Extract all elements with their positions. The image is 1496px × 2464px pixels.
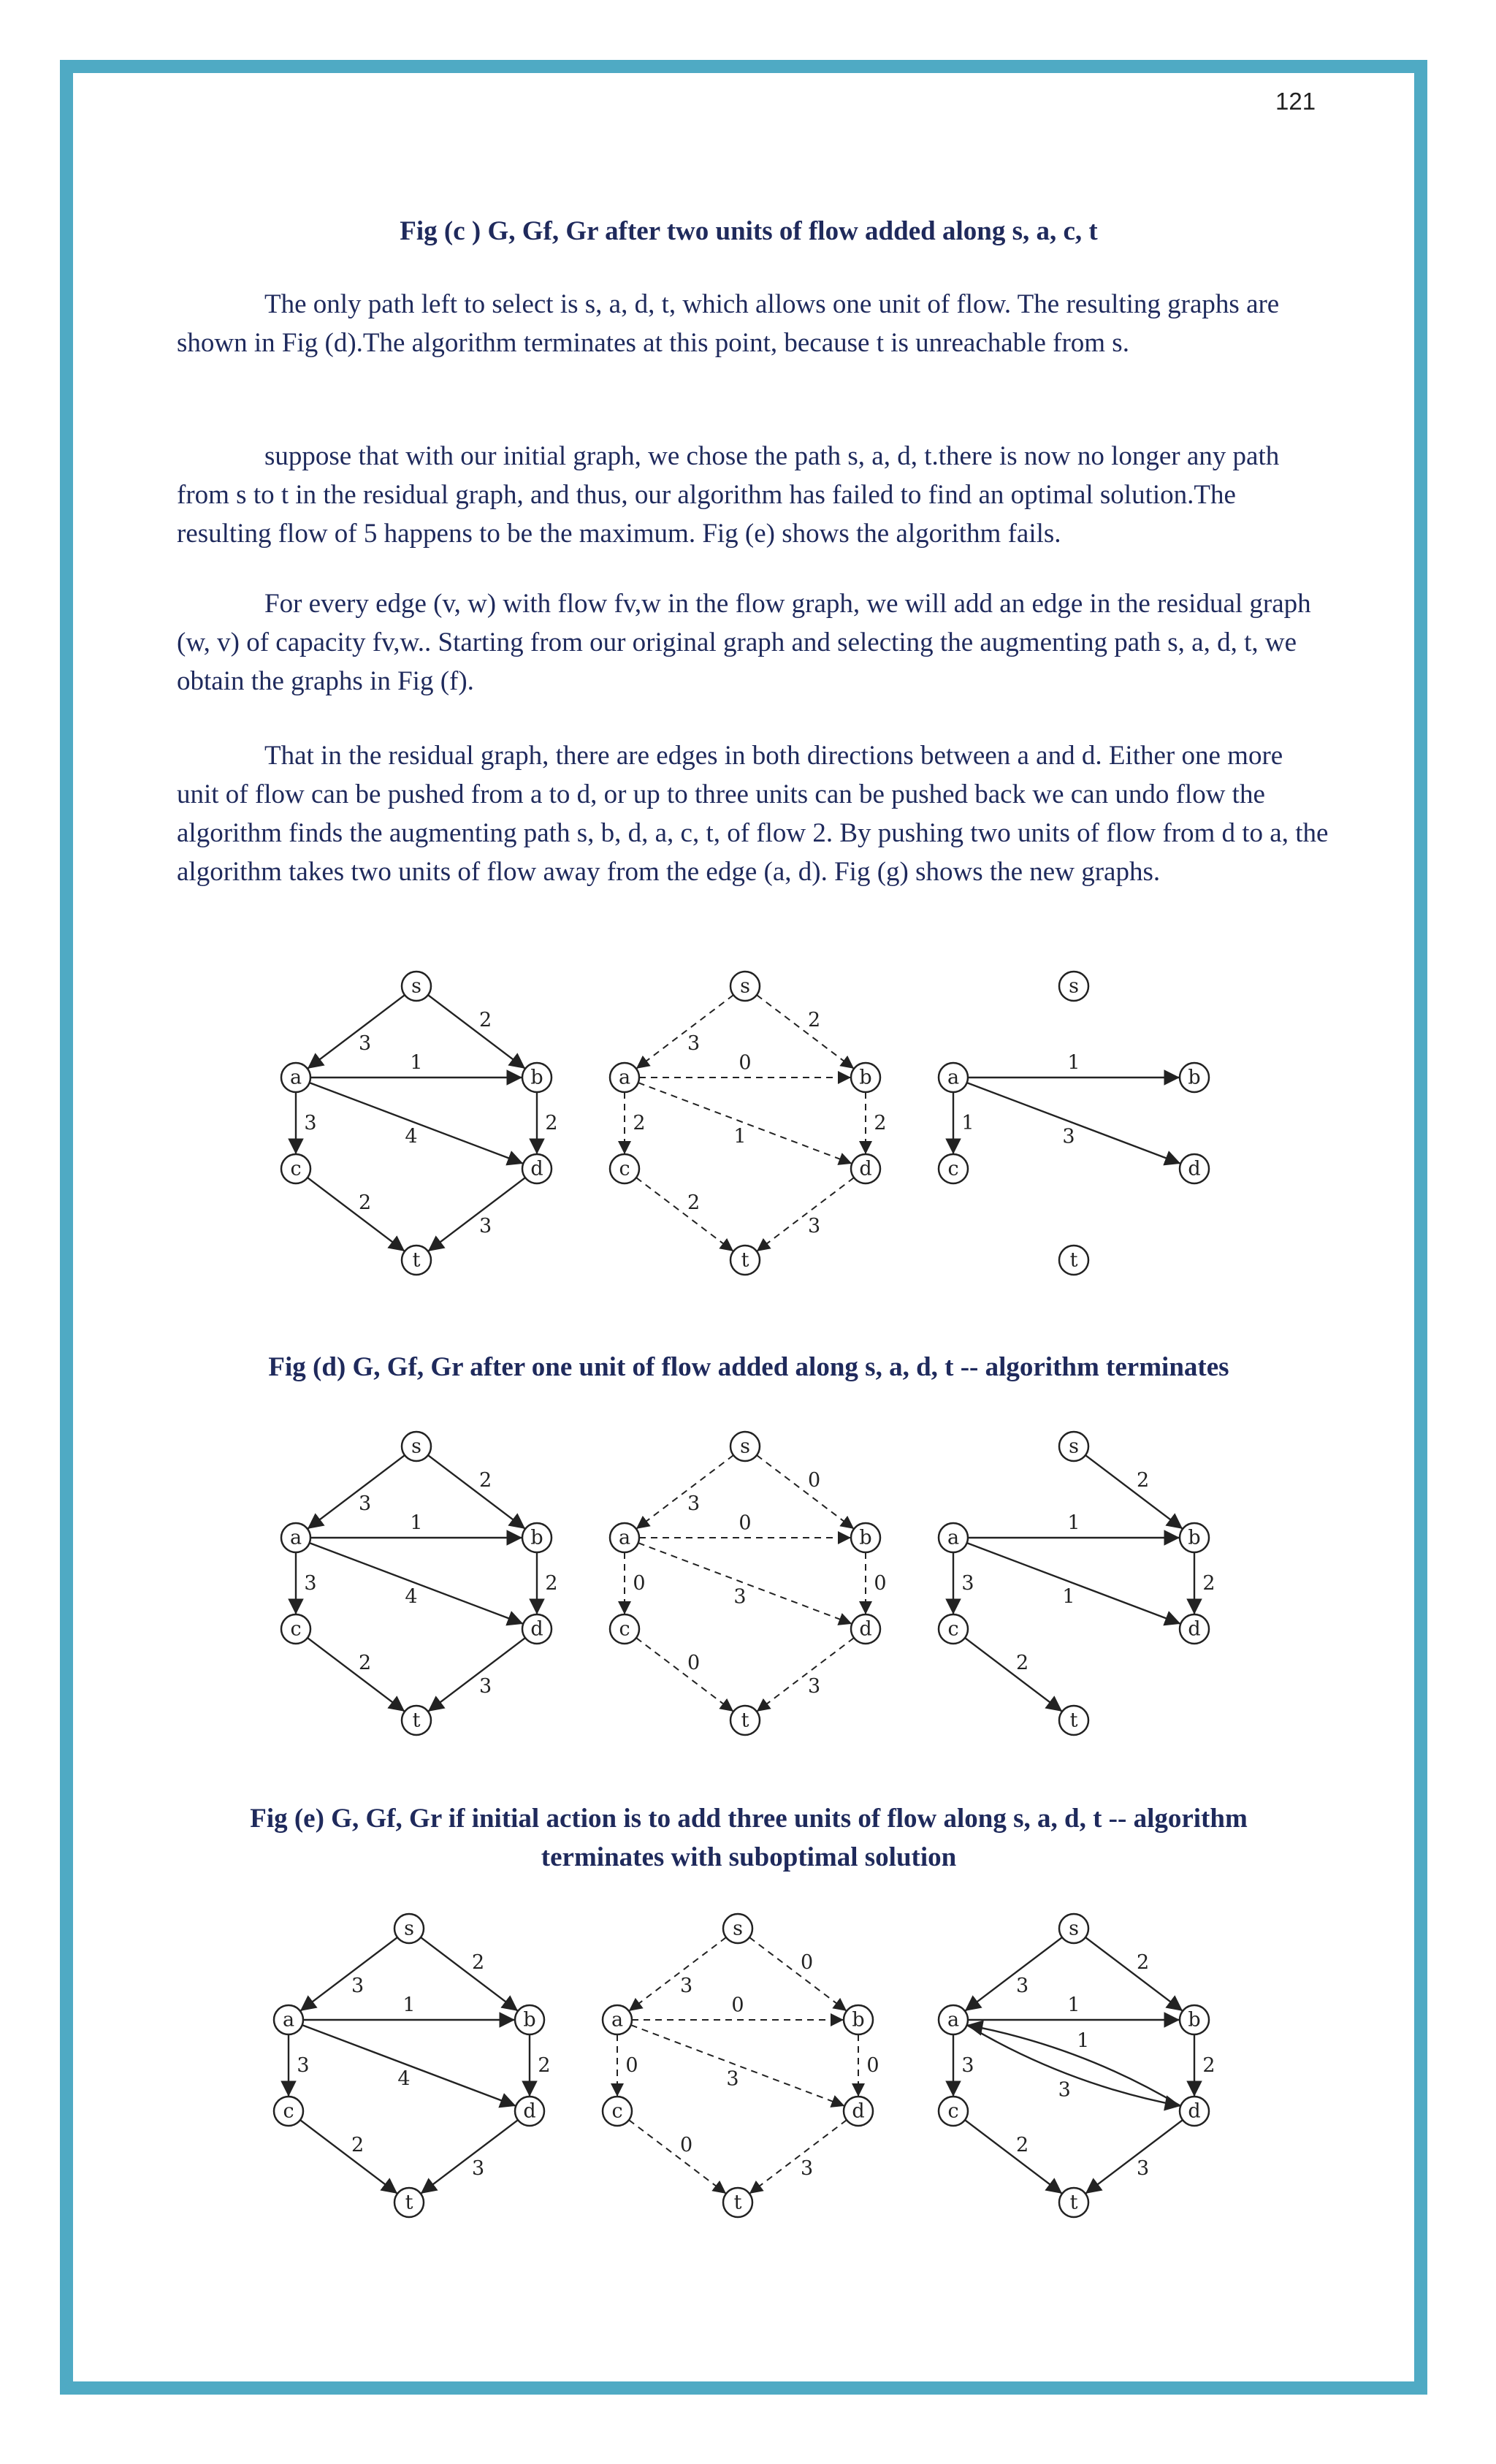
edge-label-s-a: 3 — [358, 1031, 372, 1055]
node-d — [844, 2097, 873, 2126]
graph-e-g — [256, 1424, 577, 1746]
graph-svg — [577, 1907, 898, 2228]
edge-label-a-d: 4 — [397, 2067, 411, 2091]
node-d — [1180, 1154, 1209, 1183]
edge-a-d — [638, 1083, 852, 1164]
edge-label-b-d: 2 — [545, 1112, 558, 1134]
edge-c-t — [636, 1178, 733, 1251]
node-c — [274, 2097, 303, 2126]
node-s — [730, 972, 760, 1001]
graph-f-gf — [577, 1907, 898, 2228]
fig-d-caption: Fig (d) G, Gf, Gr after one unit of flow added along s, a, d, t -- algorithm terminates — [268, 1352, 1229, 1382]
node-a — [274, 2005, 303, 2034]
edge-label-a-b: 0 — [731, 1994, 744, 2017]
node-label-c: c — [283, 2099, 294, 2123]
node-label-c: c — [947, 1617, 959, 1641]
edge-label-a-d: 3 — [1062, 1125, 1075, 1148]
edge-label-c-t: 2 — [1015, 2134, 1029, 2157]
node-label-t: t — [741, 1248, 749, 1272]
node-label-s: s — [404, 1917, 414, 1940]
graph-d-g — [256, 964, 577, 1286]
graph-svg — [584, 1424, 906, 1746]
node-label-a: a — [618, 1526, 631, 1549]
edge-c-t — [965, 2120, 1062, 2194]
edge-label-s-b: 0 — [800, 1951, 814, 1975]
edge-label-a-c: 3 — [961, 2054, 974, 2077]
edge-label-a-b: 1 — [410, 1051, 423, 1075]
edge-label-s-b: 2 — [478, 1009, 492, 1032]
node-s — [1059, 1914, 1088, 1943]
node-label-d: d — [1188, 1617, 1201, 1641]
edge-label-b-d: 2 — [874, 1112, 887, 1134]
edge-label-d-t: 3 — [800, 2156, 814, 2180]
edge-a-d — [302, 2025, 516, 2106]
fig-e-caption-line2: terminates with suboptimal solution — [541, 1842, 957, 1872]
node-d — [522, 1614, 552, 1644]
node-t — [1059, 1246, 1088, 1275]
node-t — [394, 2188, 424, 2217]
edge-label-a-c: 3 — [961, 1572, 974, 1595]
paragraph-3: For every edge (v, w) with flow fv,w in the flow graph, we will add an edge in the residual graph (w, v) of capacity fv,w.. Starting from our original graph and selecting the augmenting path s, a, d, t, we obtain the graphs in Fig (f). — [177, 589, 1311, 696]
edge-label-s-a: 3 — [687, 1492, 701, 1515]
node-b — [844, 2005, 873, 2034]
edge-label-c-t: 2 — [351, 2134, 365, 2157]
edge-c-t — [629, 2120, 726, 2194]
node-label-b: b — [859, 1526, 872, 1549]
edge-label-s-b: 2 — [1136, 1951, 1150, 1975]
node-c — [939, 2097, 968, 2126]
graph-e-gf — [584, 1424, 906, 1746]
node-label-b: b — [852, 2008, 865, 2032]
edge-c-t — [308, 1638, 405, 1712]
node-label-b: b — [1188, 1526, 1201, 1549]
edge-label-a-c: 1 — [961, 1112, 974, 1134]
paragraph-4: That in the residual graph, there are edges in both directions between a and d. Either one more unit of flow can be pushed from a to d, or up to three units can be pushed back we can undo flow the algorithm finds the augmenting path s, b, d, a, c, t, of flow 2. By pushing two units of flow from d to a, the algorithm takes two units of flow away from the edge (a, d). Fig (g) shows the new graphs. — [177, 741, 1329, 887]
edge-label-d-t: 3 — [478, 1214, 492, 1237]
edge-label-s-a: 3 — [358, 1492, 372, 1515]
edge-a-d — [638, 1543, 852, 1624]
node-label-c: c — [290, 1157, 302, 1180]
node-c — [939, 1154, 968, 1183]
edge-s-b — [1085, 1937, 1183, 2011]
node-b — [1180, 2005, 1209, 2034]
node-s — [723, 1914, 752, 1943]
edge-label-s-b: 2 — [471, 1951, 485, 1975]
node-b — [851, 1063, 880, 1092]
node-label-s: s — [740, 974, 750, 998]
graph-svg — [913, 964, 1234, 1286]
edge-label-c-t: 2 — [358, 1191, 372, 1215]
graph-svg — [584, 964, 906, 1286]
graph-e-gr — [913, 1424, 1234, 1746]
node-c — [610, 1154, 639, 1183]
edge-label-d-a: 1 — [1077, 2029, 1090, 2053]
edge-label-s-a: 3 — [351, 1974, 365, 1997]
edge-label-a-d: 4 — [405, 1125, 418, 1148]
node-label-c: c — [947, 2099, 959, 2123]
edge-label-a-c: 2 — [633, 1112, 646, 1134]
edge-s-a — [308, 995, 405, 1069]
edge-label-s-b: 0 — [807, 1469, 821, 1492]
node-label-s: s — [733, 1917, 743, 1940]
node-c — [939, 1614, 968, 1644]
node-d — [522, 1154, 552, 1183]
edge-label-a-d: 1 — [733, 1125, 747, 1148]
node-label-a: a — [618, 1066, 631, 1089]
node-label-t: t — [741, 1709, 749, 1732]
edge-label-d-t: 3 — [1136, 2156, 1150, 2180]
node-label-a: a — [947, 1526, 960, 1549]
fig-c-caption: Fig (c ) G, Gf, Gr after two units of flow added along s, a, c, t — [400, 216, 1098, 246]
edge-label-a-b: 0 — [739, 1051, 752, 1075]
node-label-d: d — [523, 2099, 536, 2123]
node-b — [851, 1523, 880, 1552]
edge-label-a-c: 0 — [633, 1572, 646, 1595]
edge-c-t — [636, 1638, 733, 1712]
node-label-d: d — [530, 1157, 543, 1180]
edge-label-d-t: 3 — [471, 2156, 485, 2180]
node-label-b: b — [523, 2008, 536, 2032]
edge-label-c-t: 2 — [358, 1652, 372, 1675]
node-c — [603, 2097, 632, 2126]
edge-a-d — [967, 2025, 1181, 2106]
edge-label-a-b: 1 — [410, 1511, 423, 1535]
edge-d-a — [967, 2025, 1181, 2106]
node-label-t: t — [412, 1248, 421, 1272]
node-t — [1059, 2188, 1088, 2217]
edge-c-t — [308, 1178, 405, 1251]
node-label-s: s — [1069, 974, 1079, 998]
edge-s-a — [636, 995, 733, 1069]
edge-label-b-d: 2 — [1202, 1572, 1216, 1595]
edge-s-a — [965, 1937, 1062, 2011]
node-d — [851, 1154, 880, 1183]
node-b — [1180, 1063, 1209, 1092]
node-a — [939, 2005, 968, 2034]
node-label-t: t — [1069, 1709, 1078, 1732]
edge-c-t — [300, 2120, 397, 2194]
graph-d-gr — [913, 964, 1234, 1286]
node-label-b: b — [1188, 1066, 1201, 1089]
node-label-c: c — [947, 1157, 959, 1180]
page-number: 121 — [1275, 88, 1316, 115]
node-label-a: a — [947, 2008, 960, 2032]
edge-d-t — [749, 2120, 847, 2194]
graph-svg — [913, 1424, 1234, 1746]
node-b — [522, 1063, 552, 1092]
node-s — [730, 1432, 760, 1461]
node-label-d: d — [530, 1617, 543, 1641]
edge-label-s-b: 2 — [1136, 1469, 1150, 1492]
node-t — [730, 1706, 760, 1735]
edge-label-a-b: 1 — [1067, 1994, 1080, 2017]
edge-label-a-c: 3 — [297, 2054, 310, 2077]
node-a — [610, 1523, 639, 1552]
node-label-t: t — [733, 2191, 742, 2214]
node-label-b: b — [859, 1066, 872, 1089]
node-c — [281, 1154, 310, 1183]
edge-label-a-d: 3 — [733, 1585, 747, 1609]
node-t — [730, 1246, 760, 1275]
edge-d-t — [428, 1178, 525, 1251]
edge-label-d-t: 3 — [807, 1674, 821, 1698]
node-label-s: s — [1069, 1917, 1079, 1940]
node-label-d: d — [1188, 2099, 1201, 2123]
node-b — [1180, 1523, 1209, 1552]
node-t — [723, 2188, 752, 2217]
node-label-s: s — [411, 1435, 421, 1458]
node-label-t: t — [1069, 2191, 1078, 2214]
graph-d-gf — [584, 964, 906, 1286]
node-d — [1180, 1614, 1209, 1644]
edge-s-b — [749, 1937, 847, 2011]
node-a — [939, 1063, 968, 1092]
edge-label-a-d: 1 — [1062, 1585, 1075, 1609]
node-s — [1059, 972, 1088, 1001]
graph-svg — [913, 1907, 1234, 2228]
edge-d-t — [421, 2120, 518, 2194]
node-label-a: a — [947, 1066, 960, 1089]
node-a — [939, 1523, 968, 1552]
edge-label-s-a: 3 — [1015, 1974, 1029, 1997]
edge-label-d-t: 3 — [478, 1674, 492, 1698]
edge-a-d — [967, 1083, 1181, 1164]
node-label-s: s — [740, 1435, 750, 1458]
edge-label-c-t: 0 — [679, 2134, 693, 2157]
node-c — [610, 1614, 639, 1644]
node-s — [402, 972, 431, 1001]
edge-label-b-d: 0 — [866, 2054, 879, 2077]
node-d — [851, 1614, 880, 1644]
node-label-c: c — [611, 2099, 623, 2123]
edge-label-a-b: 1 — [1067, 1051, 1080, 1075]
edge-label-s-a: 3 — [679, 1974, 693, 1997]
edge-label-b-d: 0 — [874, 1572, 887, 1595]
edge-s-a — [636, 1455, 733, 1529]
edge-label-a-b: 0 — [739, 1511, 752, 1535]
node-t — [1059, 1706, 1088, 1735]
edge-s-a — [300, 1937, 397, 2011]
edge-s-b — [428, 995, 525, 1069]
node-b — [522, 1523, 552, 1552]
edge-a-d — [631, 2025, 845, 2106]
node-a — [603, 2005, 632, 2034]
node-s — [1059, 1432, 1088, 1461]
node-s — [394, 1914, 424, 1943]
edge-label-s-b: 2 — [478, 1469, 492, 1492]
node-label-a: a — [289, 1526, 302, 1549]
edge-label-c-t: 2 — [1015, 1652, 1029, 1675]
edge-s-b — [757, 1455, 854, 1529]
edge-label-b-d: 2 — [545, 1572, 558, 1595]
edge-label-a-d: 3 — [1058, 2078, 1071, 2102]
fig-e-caption-line1: Fig (e) G, Gf, Gr if initial action is to add three units of flow along s, a, d, t -- algorithm — [250, 1804, 1248, 1834]
edge-c-t — [965, 1638, 1062, 1712]
paragraph-1: The only path left to select is s, a, d, t, which allows one unit of flow. The resulting graphs are shown in Fig (d).The algorithm terminates at this point, because t is unreachable from s. — [177, 289, 1280, 358]
edge-s-b — [428, 1455, 525, 1529]
node-a — [281, 1523, 310, 1552]
edge-label-b-d: 2 — [538, 2054, 551, 2077]
node-t — [402, 1706, 431, 1735]
graph-svg — [248, 1907, 570, 2228]
edge-label-a-b: 1 — [1067, 1511, 1080, 1535]
node-a — [610, 1063, 639, 1092]
edge-label-s-b: 2 — [807, 1009, 821, 1032]
edge-label-a-c: 3 — [304, 1112, 317, 1134]
edge-a-d — [310, 1083, 524, 1164]
edge-label-a-d: 4 — [405, 1585, 418, 1609]
edge-s-b — [1085, 1455, 1183, 1529]
edge-label-a-c: 3 — [304, 1572, 317, 1595]
node-label-a: a — [611, 2008, 624, 2032]
edge-label-s-a: 3 — [687, 1031, 701, 1055]
node-label-c: c — [619, 1617, 630, 1641]
node-label-d: d — [859, 1617, 872, 1641]
edge-label-c-t: 0 — [687, 1652, 701, 1675]
graph-f-gr — [913, 1907, 1234, 2228]
edge-a-d — [310, 1543, 524, 1624]
node-label-s: s — [1069, 1435, 1079, 1458]
node-label-b: b — [530, 1526, 543, 1549]
node-label-c: c — [290, 1617, 302, 1641]
edge-d-t — [428, 1638, 525, 1712]
edge-label-a-d: 3 — [726, 2067, 739, 2091]
node-label-s: s — [411, 974, 421, 998]
node-d — [515, 2097, 544, 2126]
edge-label-a-b: 1 — [402, 1994, 416, 2017]
node-label-b: b — [530, 1066, 543, 1089]
node-label-d: d — [1188, 1157, 1201, 1180]
graph-svg — [256, 1424, 577, 1746]
paragraph-2: suppose that with our initial graph, we chose the path s, a, d, t.there is now no longer any path from s to t in the residual graph, and thus, our algorithm has failed to find an optimal solution.The resulting flow of 5 happens to be the maximum. Fig (e) shows the algorithm fails. — [177, 441, 1280, 549]
node-label-d: d — [859, 1157, 872, 1180]
node-label-d: d — [852, 2099, 865, 2123]
edge-s-b — [757, 995, 854, 1069]
node-label-c: c — [619, 1157, 630, 1180]
edge-label-d-t: 3 — [807, 1214, 821, 1237]
edge-label-c-t: 2 — [687, 1191, 701, 1215]
node-label-a: a — [289, 1066, 302, 1089]
node-c — [281, 1614, 310, 1644]
node-b — [515, 2005, 544, 2034]
edge-d-t — [1085, 2120, 1183, 2194]
edge-label-a-c: 0 — [625, 2054, 638, 2077]
edge-a-d — [967, 1543, 1181, 1624]
graph-svg — [256, 964, 577, 1286]
node-t — [402, 1246, 431, 1275]
node-label-t: t — [1069, 1248, 1078, 1272]
node-d — [1180, 2097, 1209, 2126]
edge-d-t — [757, 1178, 854, 1251]
edge-s-a — [308, 1455, 405, 1529]
node-label-a: a — [282, 2008, 295, 2032]
edge-label-b-d: 2 — [1202, 2054, 1216, 2077]
node-label-b: b — [1188, 2008, 1201, 2032]
edge-s-a — [629, 1937, 726, 2011]
node-label-t: t — [405, 2191, 413, 2214]
node-s — [402, 1432, 431, 1461]
edge-s-b — [421, 1937, 518, 2011]
edge-d-t — [757, 1638, 854, 1712]
node-label-t: t — [412, 1709, 421, 1732]
graph-f-g — [248, 1907, 570, 2228]
node-a — [281, 1063, 310, 1092]
